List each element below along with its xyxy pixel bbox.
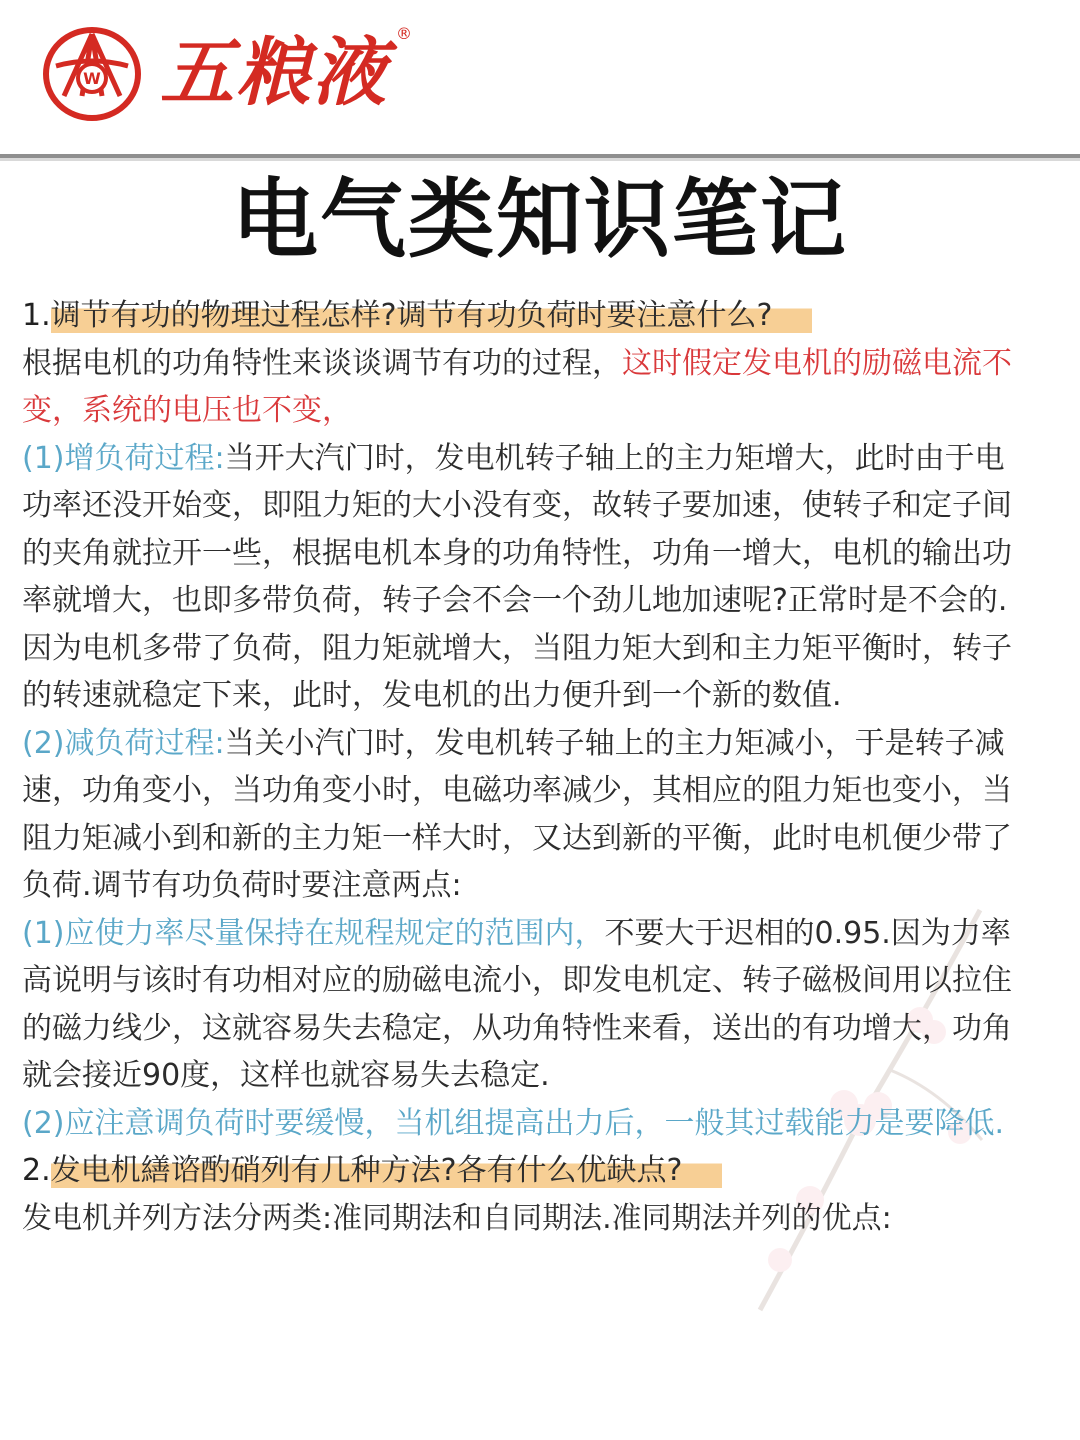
- question-2-text: 发电机繕谘酌硝列有几种方法?各有什么优缺点?: [51, 1153, 723, 1188]
- answer-1-intro-plain: 根据电机的功角特性来谈谈调节有功的过程，: [22, 345, 622, 381]
- answer-1-intro-assumption: 这时假定发电机的励磁电流不变，系统的电压也不变，: [22, 345, 1012, 428]
- question-1: [22, 292, 1012, 340]
- question-2-number: 2.: [22, 1153, 51, 1188]
- decrease-load-text: 当关小汽门时，发电机转子轴上的主力矩减小，于是转子减速，功角变小，当功角变小时，电磁功率减少，其相应的阻力矩也变小，当阻力矩减小到和新的主力矩一样大时，又达到新的平衡，此时电机便少带了负荷.调节有功负荷时要注意两点:: [22, 725, 1012, 903]
- increase-load-label: (1)增负荷过程:: [22, 440, 225, 476]
- answer-1-note-1: [22, 910, 1012, 1100]
- header-divider-shadow: [0, 158, 1080, 161]
- answer-1-note-2: [22, 1100, 1012, 1148]
- question-1-number: 1.: [22, 298, 51, 333]
- note-1-label: (1)应使力率尽量保持在规程规定的范围内，: [22, 915, 605, 951]
- answer-2: [22, 1195, 1012, 1243]
- wuliangye-emblem-icon: [42, 26, 142, 122]
- decrease-load-label: (2)减负荷过程:: [22, 725, 225, 761]
- answer-2-text: 发电机并列方法分两类:准同期法和自同期法.准同期法并列的优点:: [22, 1200, 892, 1236]
- note-1-text: 不要大于迟相的0.95.因为力率高说明与该时有功相对应的励磁电流小，即发电机定、转子磁极间用以拉住的磁力线少，这就容易失去稳定，从功角特性来看，送出的有功增大，功角就会接近90度，这样也就容易失去稳定.: [22, 915, 1012, 1093]
- page-title: 电气类知识笔记: [232, 170, 848, 270]
- question-1-text: 调节有功的物理过程怎样?调节有功负荷时要注意什么?: [51, 298, 813, 333]
- answer-1-increase-load: [22, 435, 1012, 720]
- note-2-label: (2)应注意调负荷时要缓慢，当机组提高出力后，一般其过载能力是要降低.: [22, 1105, 1005, 1141]
- increase-load-text: 当开大汽门时，发电机转子轴上的主力矩增大，此时由于电功率还没开始变，即阻力矩的大小没有变，故转子要加速，使转子和定子间的夹角就拉开一些，根据电机本身的功角特性，功角一增大，电机的输出功率就增大，也即多带负荷，转子会不会一个劲儿地加速呢?正常时是不会的.因为电机多带了负荷，阻力矩就增大，当阻力矩大到和主力矩平衡时，转子的转速就稳定下来，此时，发电机的出力便升到一个新的数值.: [22, 440, 1012, 713]
- brand-logo-text: 五粮液: [160, 30, 388, 116]
- registered-mark: ®: [396, 24, 412, 43]
- answer-1-intro: [22, 340, 1012, 435]
- emblem-letter: W: [83, 69, 101, 88]
- answer-1-decrease-load: [22, 720, 1012, 910]
- notes-body: [22, 292, 1012, 1242]
- question-2: [22, 1147, 1012, 1195]
